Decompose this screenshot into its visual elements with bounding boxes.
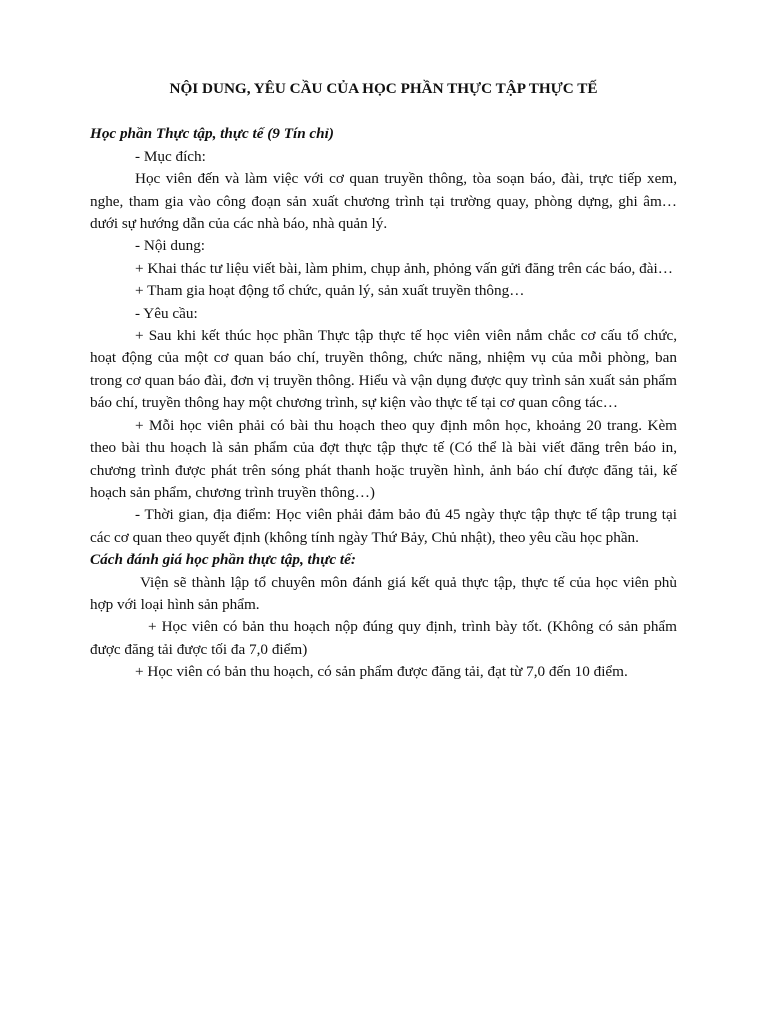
document-page	[90, 78, 677, 684]
noi-dung-item-1: + Khai thác tư liệu viết bài, làm phim, chụp ảnh, phỏng vấn gửi đăng trên các báo, đài…	[135, 259, 673, 277]
yeu-cau-item-1: + Sau khi kết thúc học phần Thực tập thực tế học viên viên nắm chắc cơ cấu tổ chức, hoạt động của một cơ quan báo chí, truyền thông, chức năng, nhiệm vụ của mỗi phòng, ban trong cơ quan báo đài, đơn vị truyền thông. Hiểu và vận dụng được quy trình sản xuất sản phẩm báo chí, truyền thông hay một chương trình, sự kiện vào thực tế tại cơ quan công tác…	[90, 327, 677, 412]
document-title: NỘI DUNG, YÊU CẦU CỦA HỌC PHẦN THỰC TẬP THỰC TẾ	[169, 80, 598, 97]
thoi-gian-dia-diem: - Thời gian, địa điểm: Học viên phải đảm bảo đủ 45 ngày thực tập thực tế tập trung tại các cơ quan theo quyết định (không tính ngày Thứ Bảy, Chủ nhật), theo yêu cầu học phần.	[90, 506, 677, 546]
noi-dung-item-2: + Tham gia hoạt động tổ chức, quản lý, sản xuất truyền thông…	[135, 282, 525, 300]
section2-heading: Cách đánh giá học phần thực tập, thực tế:	[90, 551, 356, 569]
section1-heading: Học phần Thực tập, thực tế (9 Tín chỉ)	[90, 125, 334, 143]
noi-dung-label: - Nội dung:	[135, 237, 206, 255]
muc-dich-text: Học viên đến và làm việc với cơ quan truyền thông, tòa soạn báo, đài, trực tiếp xem, nghe, tham gia vào công đoạn sản xuất chương trình tại trường quay, phòng dựng, ghi âm… dưới sự hướng dẫn của các nhà báo, nhà quản lý.	[90, 170, 677, 233]
yeu-cau-item-2: + Mỗi học viên phải có bài thu hoạch theo quy định môn học, khoảng 20 trang. Kèm theo bài thu hoạch là sản phẩm của đợt thực tập thực tế (Có thể là bài viết đăng trên báo in, chương trình được phát trên sóng phát thanh hoặc truyền hình, ảnh báo chí được đăng tải, kế hoạch sản phẩm, chương trình truyền thông…)	[90, 416, 677, 501]
danh-gia-item-1: + Học viên có bản thu hoạch nộp đúng quy định, trình bày tốt. (Không có sản phẩm được đăng tải được tối đa 7,0 điểm)	[90, 618, 677, 658]
yeu-cau-label: - Yêu cầu:	[135, 304, 198, 322]
muc-dich-label: - Mục đích:	[135, 147, 206, 165]
danh-gia-intro: Viện sẽ thành lập tổ chuyên môn đánh giá kết quả thực tập, thực tế của học viên phù hợp với loại hình sản phẩm.	[90, 573, 677, 613]
danh-gia-item-2: + Học viên có bản thu hoạch, có sản phẩm được đăng tải, đạt từ 7,0 đến 10 điểm.	[135, 663, 628, 681]
